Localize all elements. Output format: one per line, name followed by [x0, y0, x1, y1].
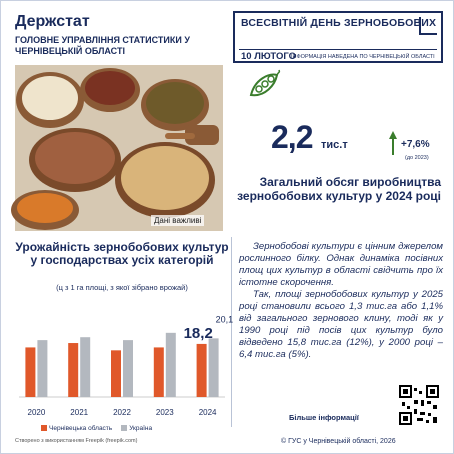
x-tick-label: 2023: [155, 408, 174, 417]
production-description: Загальний обсяг виробництва зернобобових культур у 2024 році: [237, 175, 441, 203]
data-label-region-2024: 18,2: [183, 324, 213, 342]
event-note: ІНФОРМАЦІЯ НАВЕДЕНА ПО ЧЕРНІВЕЦЬКІЙ ОБЛАСТІ: [291, 54, 435, 60]
x-tick-label: 2022: [113, 408, 131, 417]
pea-pod-icon: [247, 69, 281, 103]
org-subtitle: ГОЛОВНЕ УПРАВЛІННЯ СТАТИСТИКИ У ЧЕРНІВЕЦЬКІЙ ОБЛАСТІ: [15, 35, 190, 56]
qr-code-icon[interactable]: [399, 385, 439, 425]
production-change-note: (до 2023): [405, 155, 429, 161]
chart-legend: [41, 425, 152, 432]
legend-swatch-region: [41, 425, 47, 431]
bar-region-2020: [25, 347, 35, 397]
yield-bar-chart: [15, 301, 234, 431]
image-credit: Створено з використанням Freepik (freepik.com): [15, 438, 138, 444]
article-text: [239, 241, 443, 361]
bar-region-2022: [111, 350, 121, 397]
bar-ukraine-2023: [166, 333, 176, 397]
photo-watermark: Дані важливі: [151, 215, 204, 226]
yield-subtitle: (ц з 1 га площі, з якої зібрано врожай): [56, 283, 188, 292]
bar-region-2021: [68, 343, 78, 397]
copyright: © ГУС у Чернівецькій області, 2026: [281, 438, 396, 445]
paragraph-1: Зернобобові культури є цінним джерелом рослинного білку. Однак динаміка посівних площ цих культур в області свідчить про їх істотне скорочення.: [239, 241, 443, 288]
legumes-photo: [15, 65, 223, 231]
yield-title: Урожайність зернобобових культур у господарствах усіх категорій: [15, 240, 229, 267]
data-label-ukraine-2024: 20,1: [215, 314, 234, 325]
event-title: ВСЕСВІТНІЙ ДЕНЬ ЗЕРНОБОБОВИХ: [241, 17, 437, 29]
production-value: 2,2: [271, 119, 313, 155]
bar-ukraine-2020: [37, 340, 47, 397]
legend-label-ukraine: Україна: [129, 425, 153, 432]
bar-ukraine-2022: [123, 340, 133, 397]
paragraph-2: Так, площі зернобобових культур у 2025 році становили всього 1,3 тис.га або 1,1% від загального зернового клину, тоді як у 1990 році під посів цих культур було відведено 15,8 тис.га (12%), у 2000 році – 6,4 тис.га (5%).: [239, 289, 443, 360]
production-unit: тис.т: [321, 139, 348, 151]
more-info-link[interactable]: Більше інформації: [289, 413, 359, 422]
legend-swatch-ukraine: [121, 425, 127, 431]
up-arrow-icon: [389, 131, 397, 155]
bar-region-2023: [154, 347, 164, 397]
event-banner: [233, 11, 443, 63]
banner-divider: [239, 49, 437, 50]
production-change: +7,6%: [401, 139, 430, 150]
x-tick-label: 2024: [198, 408, 217, 417]
x-tick-label: 2021: [70, 408, 89, 417]
bar-ukraine-2021: [80, 337, 90, 397]
x-tick-label: 2020: [27, 408, 46, 417]
column-divider: [231, 237, 232, 427]
bar-region-2024: [197, 344, 207, 397]
banner-corner-decor: [419, 17, 437, 35]
event-date: 10 ЛЮТОГО: [241, 51, 297, 62]
legend-label-region: Чернівецька область: [49, 425, 113, 432]
org-title: Держстат: [15, 13, 90, 30]
bar-ukraine-2024: [209, 338, 219, 397]
